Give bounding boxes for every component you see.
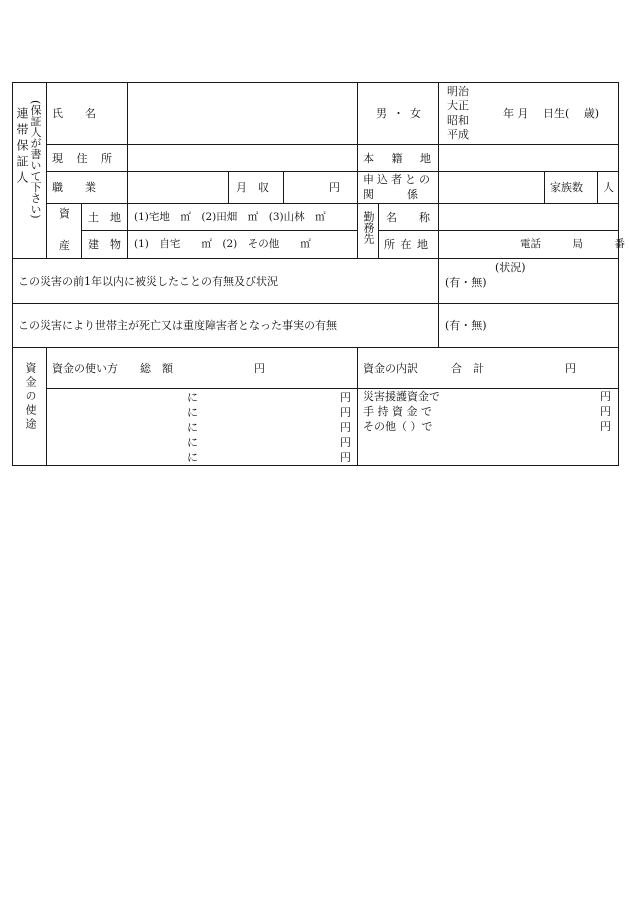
- line-h-section1-bottom: [12, 258, 619, 259]
- family-count-label: 家族数: [550, 181, 583, 194]
- building-items[interactable]: (1) 自宅 ㎡ (2) その他 ㎡: [134, 238, 311, 250]
- usage-row-ni: に: [187, 391, 198, 404]
- line-v-income-left: [228, 171, 229, 204]
- occupation-field[interactable]: [128, 172, 228, 203]
- line-v-family-left: [544, 171, 545, 204]
- usage-row-ni: に: [187, 451, 198, 464]
- building-label: 建 物: [88, 238, 121, 251]
- line-v-right-col-q: [438, 258, 439, 348]
- border-right: [618, 82, 619, 466]
- funds-usage-header: 資金の使い方 総 額: [52, 362, 173, 375]
- line-v-middle-funds: [357, 347, 358, 466]
- monthly-income-yen: 円: [329, 181, 340, 194]
- family-count-unit: 人: [603, 181, 614, 194]
- funds-title: 資金の使途: [24, 362, 37, 432]
- line-v-assets-sub: [81, 203, 82, 259]
- workplace-name-field[interactable]: [439, 204, 618, 230]
- era-heisei[interactable]: 平成: [447, 128, 469, 141]
- line-h-q2-bottom: [12, 347, 619, 348]
- name-field[interactable]: [128, 83, 357, 144]
- breakdown-row-unit: 円: [600, 405, 611, 418]
- usage-row-unit: 円: [340, 421, 351, 434]
- line-h-land-bottom: [81, 230, 358, 231]
- disaster-q2-answer[interactable]: (有・無): [445, 319, 487, 332]
- breakdown-row-unit: 円: [600, 390, 611, 403]
- funds-usage-header-unit: 円: [254, 362, 265, 375]
- disaster-q1-answer[interactable]: (有・無): [445, 276, 487, 289]
- birth-date-field[interactable]: 年 月 日生( 歳): [503, 107, 600, 120]
- monthly-income-label: 月 収: [236, 181, 269, 194]
- era-taisho[interactable]: 大正: [447, 99, 469, 112]
- breakdown-row-label: 災害援護資金で: [363, 390, 440, 403]
- disaster-q1: この災害の前1年以内に被災したことの有無及び状況: [18, 275, 278, 288]
- honseki-field[interactable]: [439, 145, 618, 171]
- line-v-title-col-funds: [46, 347, 47, 466]
- line-v-middle: [357, 82, 358, 259]
- usage-row-unit: 円: [340, 406, 351, 419]
- line-v-family-right: [597, 171, 598, 204]
- usage-row-ni: に: [187, 406, 198, 419]
- era-meiji[interactable]: 明治: [447, 85, 469, 98]
- assets-title-2: 産: [59, 239, 70, 252]
- usage-row-ni: に: [187, 421, 198, 434]
- border-left: [12, 82, 13, 466]
- line-h-funds-header-bottom: [47, 388, 619, 389]
- land-items[interactable]: (1)宅地 ㎡ (2)田畑 ㎡ (3)山林 ㎡: [134, 211, 326, 223]
- gender-options[interactable]: 男・女: [376, 107, 427, 120]
- land-label: 土 地: [88, 211, 121, 224]
- breakdown-row-unit: 円: [600, 420, 611, 433]
- funds-breakdown-header: 資金の内訳 合 計: [363, 362, 484, 375]
- occupation-label: 職 業: [52, 181, 96, 194]
- breakdown-row-label: 手 持 資 金 で: [363, 405, 432, 418]
- disaster-q1-status-label: (状況): [495, 261, 526, 274]
- usage-row-ni: に: [187, 436, 198, 449]
- relation-field[interactable]: [439, 172, 544, 203]
- assets-title-1: 資: [59, 207, 70, 220]
- workplace-name-label: 名 称: [386, 211, 430, 224]
- usage-row-unit: 円: [340, 436, 351, 449]
- usage-row-unit: 円: [340, 451, 351, 464]
- address-field[interactable]: [128, 145, 357, 171]
- usage-row-unit: 円: [340, 391, 351, 404]
- line-v-assets-label: [127, 203, 128, 259]
- honseki-label: 本 籍 地: [363, 152, 438, 165]
- funds-breakdown-header-unit: 円: [565, 362, 576, 375]
- border-bottom: [12, 465, 619, 466]
- monthly-income-field[interactable]: [284, 172, 324, 203]
- disaster-q2: この災害により世帯主が死亡又は重度障害者となった事実の有無: [18, 319, 337, 332]
- era-showa[interactable]: 昭和: [447, 114, 469, 127]
- relation-label-line1: 申込者との: [363, 173, 433, 186]
- line-h-q1-bottom: [12, 303, 619, 304]
- name-label: 氏 名: [52, 107, 96, 120]
- line-v-title-col: [46, 82, 47, 259]
- workplace-phone[interactable]: 電話 局 番: [520, 238, 625, 250]
- line-v-work-title: [378, 203, 379, 259]
- workplace-title: 勤務先: [362, 211, 375, 244]
- relation-label-line2: 関 係: [363, 188, 418, 201]
- guarantor-title-note: (保証人が書いて下さい): [29, 100, 42, 219]
- address-label: 現 住 所: [52, 152, 117, 165]
- workplace-location-label: 所 在 地: [384, 238, 429, 251]
- breakdown-row-label: その他（ ）で: [363, 420, 433, 433]
- line-h-workname-bottom: [378, 230, 619, 231]
- guarantor-title: 連帯保証人: [15, 107, 29, 187]
